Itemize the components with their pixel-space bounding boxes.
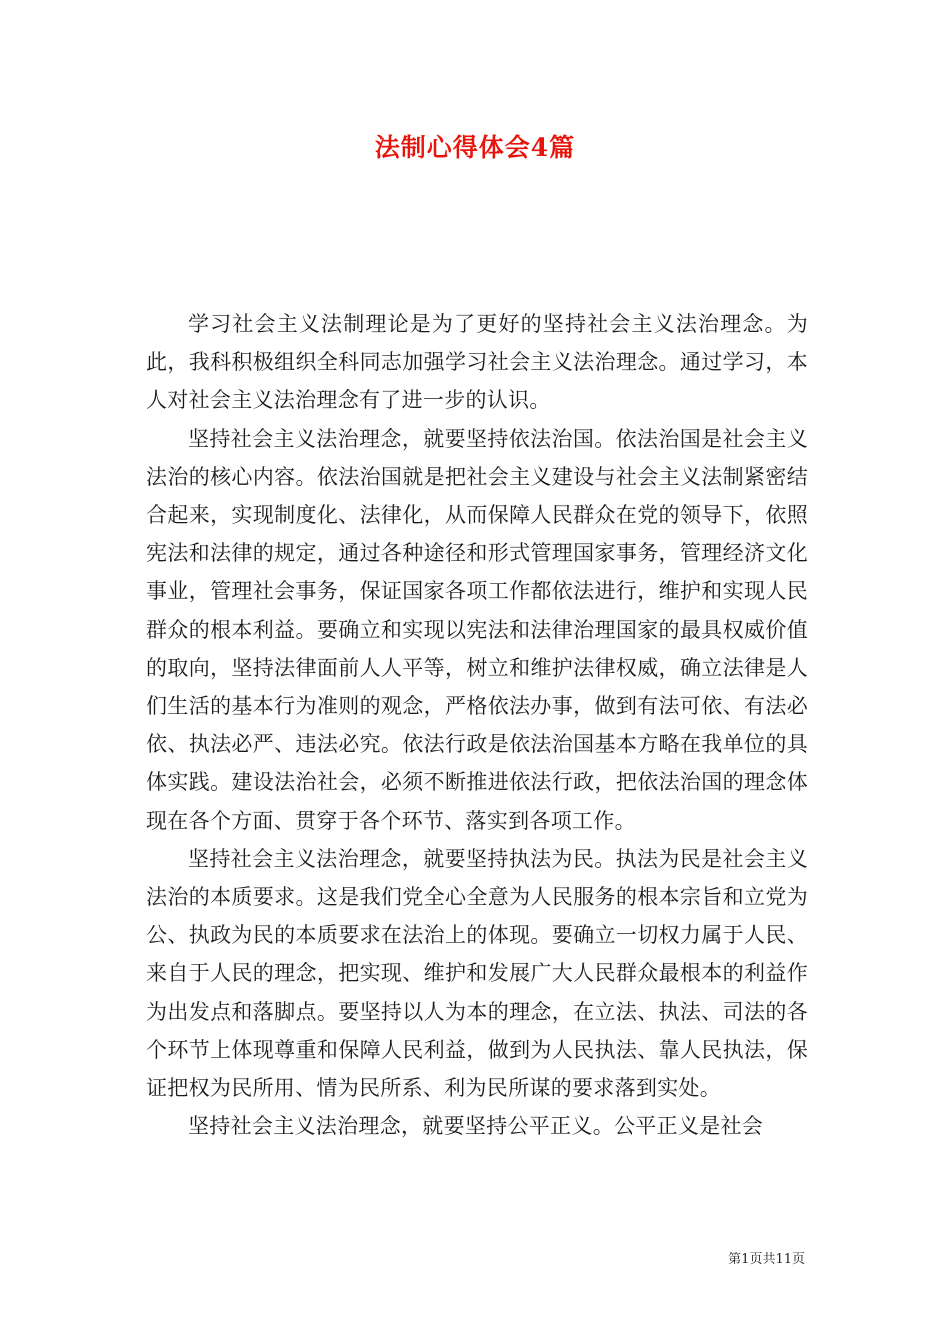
paragraph-2: 坚持社会主义法治理念，就要坚持依法治国。依法治国是社会主义法治的核心内容。依法治国就是把社会主义建设与社会主义法制紧密结合起来，实现制度化、法律化，从而保障人民群众在党的领导下，依照宪法和法律的规定，通过各种途径和形式管理国家事务，管理经济文化事业，管理社会事务，保证国家各项工作都依法进行，维护和实现人民群众的根本利益。要确立和实现以宪法和法律治理国家的最具权威价值的取向，坚持法律面前人人平等，树立和维护法律权威，确立法律是人们生活的基本行为准则的观念，严格依法办事，做到有法可依、有法必依、执法必严、违法必究。依法行政是依法治国基本方略在我单位的具体实践。建设法治社会，必须不断推进依法行政，把依法治国的理念体现在各个方面、贯穿于各个环节、落实到各项工作。 bbox=[146, 426, 808, 833]
document-title: 法制心得体会4篇 bbox=[374, 133, 576, 162]
document-body bbox=[146, 305, 808, 1145]
paragraph-4: 坚持社会主义法治理念，就要坚持公平正义。公平正义是社会 bbox=[188, 1114, 764, 1139]
paragraph-1: 学习社会主义法制理论是为了更好的坚持社会主义法治理念。为此，我科积极组织全科同志加强学习社会主义法治理念。通过学习，本人对社会主义法治理念有了进一步的认识。 bbox=[146, 312, 808, 413]
page-number: 第1页共11页 bbox=[728, 1252, 805, 1267]
paragraph-3: 坚持社会主义法治理念，就要坚持执法为民。执法为民是社会主义法治的本质要求。这是我们党全心全意为人民服务的根本宗旨和立党为公、执政为民的本质要求在法治上的体现。要确立一切权力属于人民、来自于人民的理念，把实现、维护和发展广大人民群众最根本的利益作为出发点和落脚点。要坚持以人为本的理念，在立法、执法、司法的各个环节上体现尊重和保障人民利益，做到为人民执法、靠人民执法，保证把权为民所用、情为民所系、利为民所谋的要求落到实处。 bbox=[146, 846, 808, 1101]
